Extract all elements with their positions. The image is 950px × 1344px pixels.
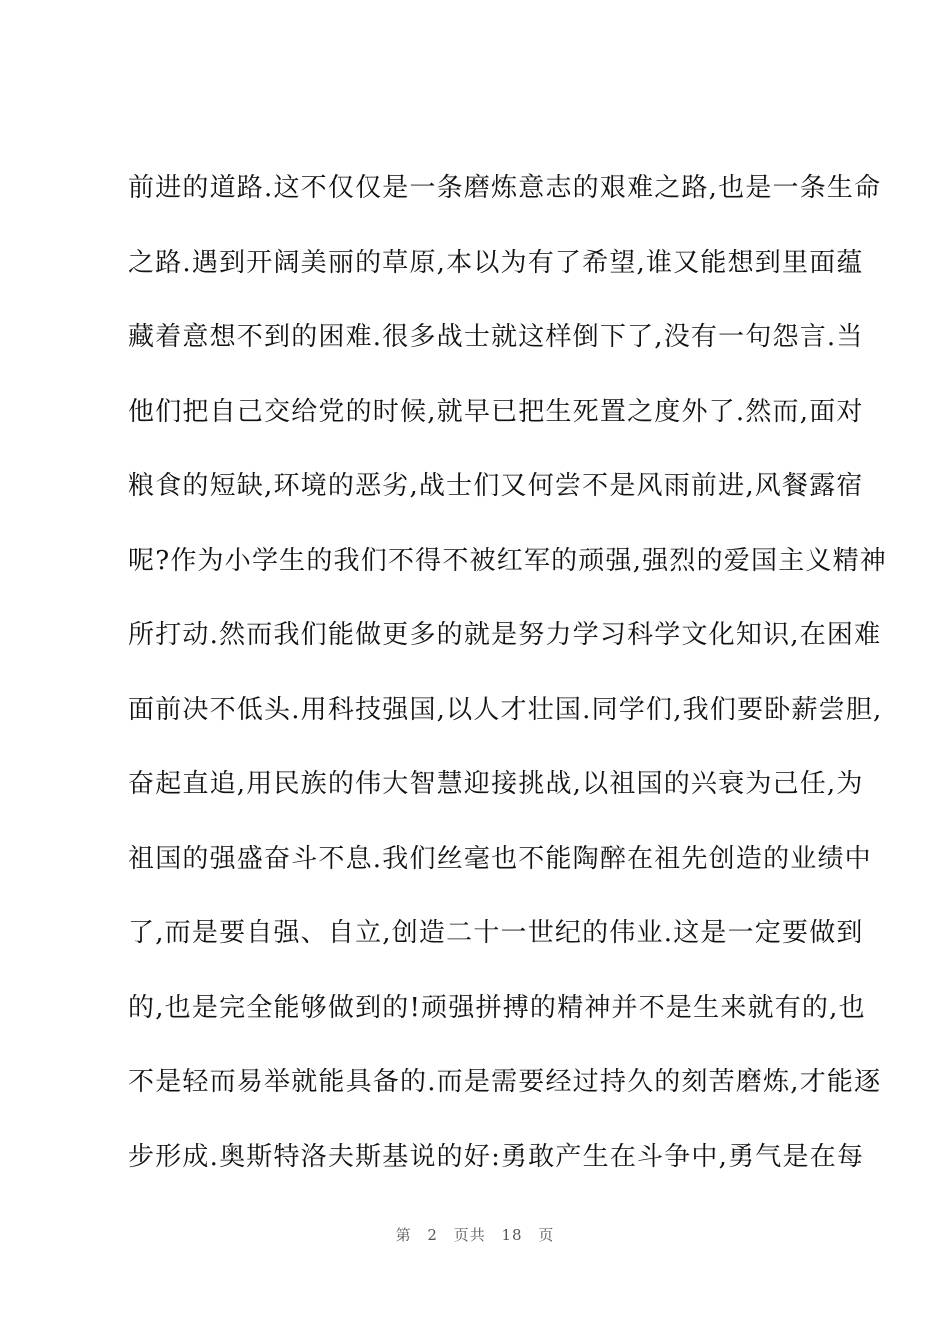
paragraph-line: 了,而是要自强、自立,创造二十一世纪的伟业.这是一定要做到: [128, 918, 864, 948]
paragraph-line: 藏着意想不到的困难.很多战士就这样倒下了,没有一句怨言.当: [128, 322, 864, 352]
page-number-footer: 第 2 页共 18 页: [395, 1226, 555, 1244]
paragraph-line: 祖国的强盛奋斗不息.我们丝毫也不能陶醉在祖先创造的业绩中: [128, 843, 872, 874]
paragraph-line: 之路.遇到开阔美丽的草原,本以为有了希望,谁又能想到里面蕴: [128, 247, 864, 278]
document-body: [128, 170, 888, 1213]
paragraph-line: 所打动.然而我们能做更多的就是努力学习科学文化知识,在困难: [128, 620, 882, 650]
paragraph-line: 步形成.奥斯特洛夫斯基说的好:勇敢产生在斗争中,勇气是在每: [128, 1141, 865, 1172]
paragraph-line: 他们把自己交给党的时候,就早已把生死置之度外了.然而,面对: [128, 396, 864, 427]
paragraph-line: 面前决不低头.用科技强国,以人才壮国.同学们,我们要卧薪尝胆,: [128, 694, 883, 725]
paragraph-line: 的,也是完全能够做到的!顽强拼搏的精神并不是生来就有的,也: [128, 992, 866, 1023]
paragraph-line: 粮食的短缺,环境的恶劣,战士们又何尝不是风雨前进,风餐露宿: [128, 471, 864, 501]
paragraph-line: 奋起直追,用民族的伟大智慧迎接挑战,以祖国的兴衰为己任,为: [128, 769, 864, 799]
paragraph-line: 不是轻而易举就能具备的.而是需要经过持久的刻苦磨炼,才能逐: [128, 1067, 882, 1097]
paragraph-line: 呢?作为小学生的我们不得不被红军的顽强,强烈的爱国主义精神: [128, 545, 888, 576]
paragraph-line: 前进的道路.这不仅仅是一条磨炼意志的艰难之路,也是一条生命: [128, 173, 882, 203]
